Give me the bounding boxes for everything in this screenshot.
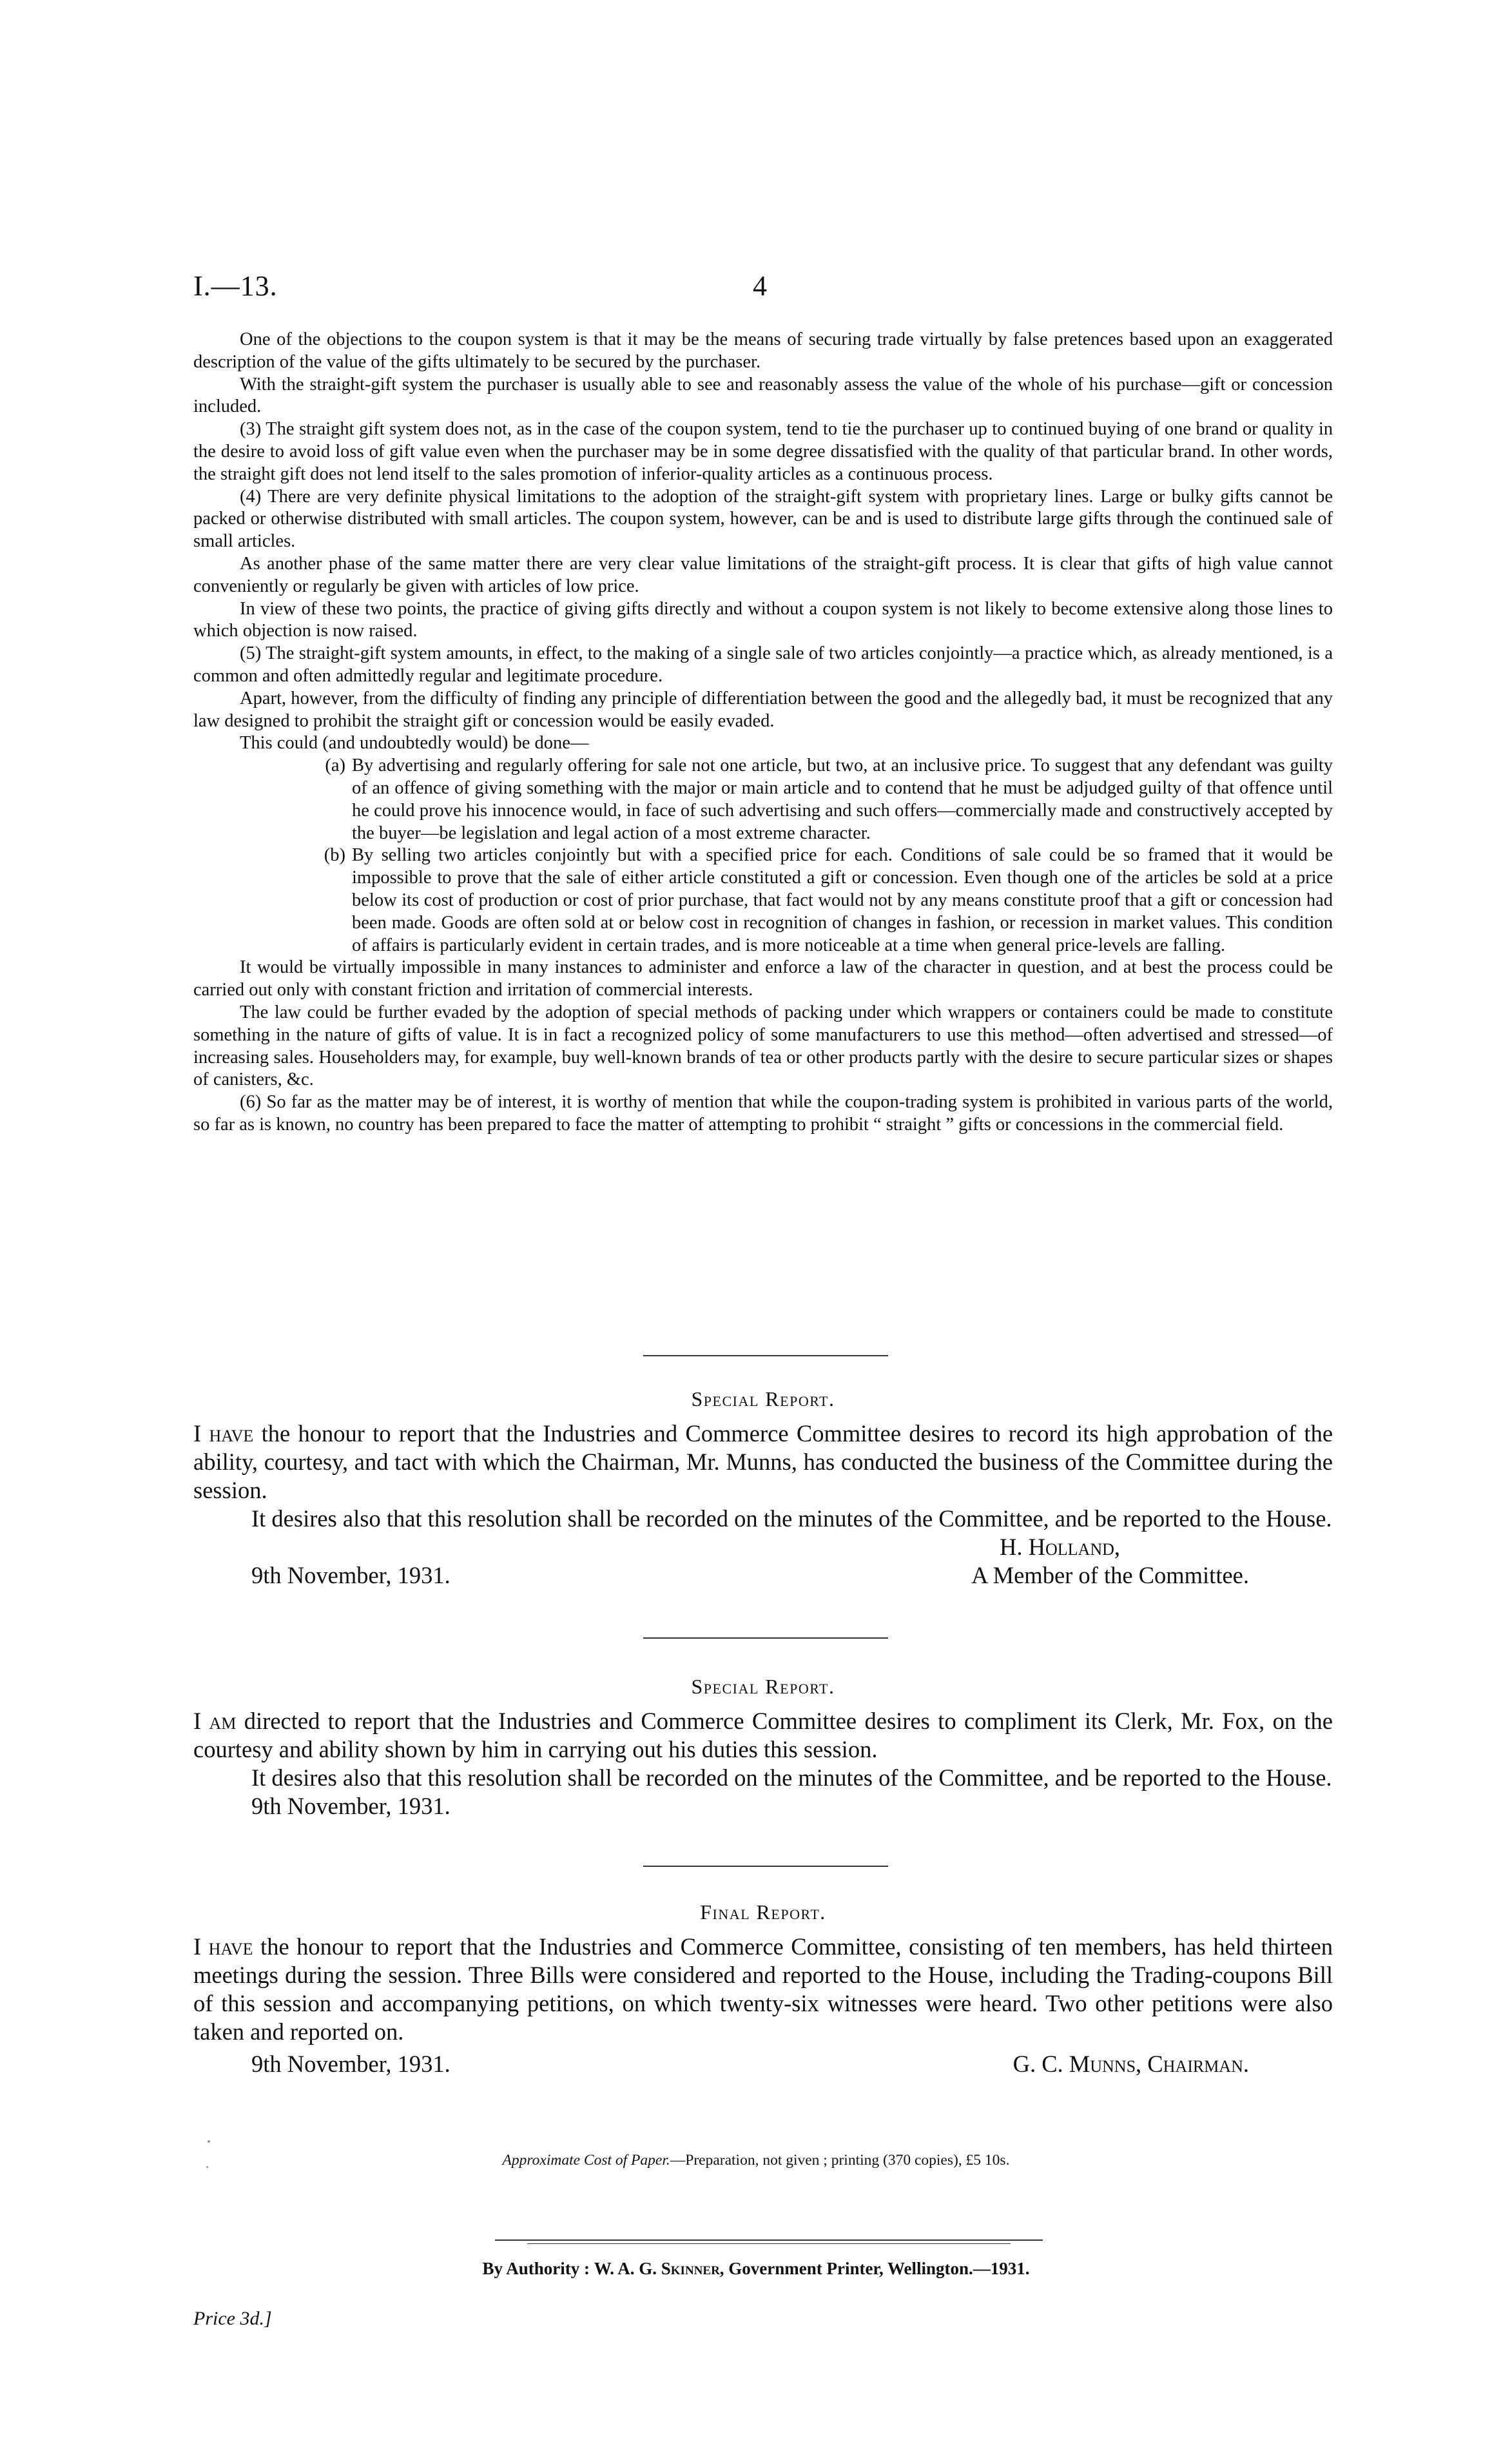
report-paragraph — [193, 1420, 1333, 1505]
report-date: 9th November, 1931. — [251, 1562, 451, 1588]
report-paragraph — [193, 1707, 1333, 1764]
paragraph: (3) The straight gift system does not, as in the case of the coupon system, tend to tie the purchaser up to continued buying of one brand or quality in the desire to avoid loss of gift value even when the purchaser may be in some degree dissatisfied with the quality of that particular brand. In other words, the straight gift does not lend itself to the sales promotion of inferior-quality articles as a continuous process. — [193, 419, 1333, 484]
divider — [643, 1355, 888, 1356]
list-item-text: By advertising and regularly offering for sale not one article, but two, at an inclusive price. To suggest that any defendant was guilty of an offence of giving something with the major or main article and to contend that he must be adjudged guilty of that offence until he could prove his innocence would, in face of such advertising and such offers—commercially made and constructively accepted by the buyer—be legislation and legal action of a most extreme character. — [352, 756, 1333, 843]
cost-text: —Preparation, not given ; printing (370 copies), £5 10s. — [670, 2152, 1010, 2169]
paragraph: (6) So far as the matter may be of interest, it is worthy of mention that while the coupon-trading system is prohibited in various parts of the world, so far as is known, no country has been prepared to face the matter of attempting to prohibit “ straight ” gifts or concessions in the commercial field. — [193, 1092, 1333, 1135]
authority-prefix: By Authority : — [482, 2259, 590, 2278]
report-paragraph: It desires also that this resolution shall be recorded on the minutes of the Committee, and be reported to the House. — [251, 1764, 1332, 1791]
divider — [643, 1637, 888, 1639]
paragraph: With the straight-gift system the purchaser is usually able to see and reasonably assess the value of the whole of his purchase—gift or concession included. — [193, 374, 1333, 417]
list-item — [193, 755, 1333, 844]
report-date: 9th November, 1931. — [251, 2051, 451, 2077]
paragraph: In view of these two points, the practice of giving gifts directly and without a coupon system is not likely to become extensive along those lines to which objection is now raised. — [193, 598, 1333, 641]
signatory: G. C. Munns, Chairman. — [1013, 2051, 1249, 2077]
paragraph: It would be virtually impossible in many instances to administer and enforce a law of the character in question, and at best the process could be carried out only with constant friction and irritation of commercial interests. — [193, 957, 1333, 1000]
final-report — [193, 1898, 1333, 2078]
printer-authority — [0, 2259, 1512, 2279]
signatory-role: A Member of the Committee. — [971, 1562, 1249, 1588]
lead-caps: I have — [193, 1933, 253, 1960]
authority-suffix: , Government Printer, Wellington.—1931. — [719, 2259, 1030, 2278]
report-paragraph — [193, 1933, 1333, 2046]
document-reference: I.—13. — [193, 270, 278, 302]
price: Price 3d.] — [193, 2308, 272, 2329]
paragraph: (5) The straight-gift system amounts, in effect, to the making of a single sale of two articles conjointly—a practice which, as already mentioned, is a common and often admittedly regular and legitimate procedure. — [193, 643, 1333, 686]
divider — [527, 2243, 1011, 2244]
list-item-label: (a) — [325, 756, 345, 776]
divider — [643, 1866, 888, 1867]
page-number: 4 — [753, 270, 767, 302]
list-item — [193, 844, 1333, 957]
cost-label: Approximate Cost of Paper. — [502, 2152, 670, 2169]
signatory: H. Holland, — [1000, 1534, 1120, 1560]
scan-speck — [208, 2140, 210, 2143]
report-heading: Special Report. — [691, 1675, 835, 1698]
printer-name: W. A. G. Skinner — [594, 2259, 720, 2278]
paragraph: (4) There are very definite physical limitations to the adoption of the straight-gift system with proprietary lines. Large or bulky gifts cannot be packed or otherwise distributed with small articles. The coupon system, however, can be and is used to distribute large gifts through the continued sale of small articles. — [193, 486, 1333, 552]
paragraph: As another phase of the same matter there are very clear value limitations of the straight-gift process. It is clear that gifts of high value cannot conveniently or regularly be given with articles of low price. — [193, 553, 1333, 596]
report-heading: Special Report. — [691, 1387, 835, 1410]
report-text: the honour to report that the Industries and Commerce Committee desires to record its high approbation of the ability, courtesy, and tact with which the Chairman, Mr. Munns, has conducted the business of the Committee during the session. — [193, 1420, 1333, 1503]
scan-speck — [206, 2166, 208, 2168]
lead-caps: I have — [193, 1420, 254, 1447]
divider — [495, 2239, 1043, 2241]
list-item-text: By selling two articles conjointly but with a specified price for each. Conditions of sale could be so framed that it would be impossible to prove that the sale of either article constituted a gift or concession. Even though one of the articles be sold at a price below its cost of production or cost of prior purchase, that fact would not by any means constitute proof that a gift or concession had been made. Goods are often sold at or below cost in recognition of changes in fashion, or recession in market values. This condition of affairs is particularly evident in certain trades, and is more noticeable at a time when general price-levels are falling. — [352, 845, 1333, 955]
special-report-2 — [193, 1672, 1333, 1820]
special-report-1 — [193, 1385, 1333, 1590]
report-paragraph: It desires also that this resolution shall be recorded on the minutes of the Committee, and be reported to the House. — [251, 1505, 1332, 1532]
list-item-label: (b) — [324, 845, 345, 866]
lead-caps: I am — [193, 1708, 237, 1734]
paragraph: This could (and undoubtedly would) be done— — [240, 733, 589, 754]
cost-of-paper-note — [0, 2152, 1512, 2169]
body-text — [193, 329, 1333, 1137]
report-heading: Final Report. — [700, 1900, 826, 1924]
paragraph: The law could be further evaded by the adoption of special methods of packing under which wrappers or containers could be made to constitute something in the nature of gifts of value. It is in fact a recognized policy of some manufacturers to use this method—often advertised and stressed—of increasing sales. Householders may, for example, buy well-known brands of tea or other products partly with the desire to secure particular sizes or shapes of canisters, &c. — [193, 1002, 1333, 1090]
report-text: directed to report that the Industries and Commerce Committee desires to compliment its Clerk, Mr. Fox, on the courtesy and ability shown by him in carrying out his duties this session. — [193, 1708, 1333, 1762]
paragraph: Apart, however, from the difficulty of finding any principle of differentiation between the good and the allegedly bad, it must be recognized that any law designed to prohibit the straight gift or concession would be easily evaded. — [193, 688, 1333, 731]
report-date: 9th November, 1931. — [251, 1793, 451, 1819]
paragraph: One of the objections to the coupon system is that it may be the means of securing trade virtually by false pretences based upon an exaggerated description of the value of the gifts ultimately to be secured by the purchaser. — [193, 329, 1333, 372]
report-text: the honour to report that the Industries and Commerce Committee, consisting of ten members, has held thirteen meetings during the session. Three Bills were considered and reported to the House, including the Trading-coupons Bill of this session and accompanying petitions, on which twenty-six witnesses were heard. Two other petitions were also taken and reported on. — [193, 1933, 1333, 2045]
